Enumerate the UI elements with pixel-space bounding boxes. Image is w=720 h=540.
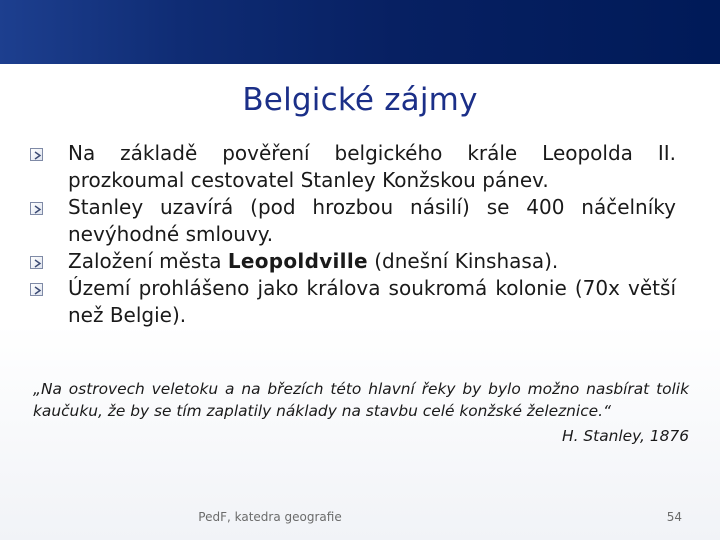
arrow-bullet-icon xyxy=(30,256,43,269)
slide-title: Belgické zájmy xyxy=(242,82,478,118)
bullet-item xyxy=(30,248,676,275)
bullet-text-before: Založení města xyxy=(68,249,228,273)
arrow-bullet-icon xyxy=(30,148,43,161)
page-number: 54 xyxy=(666,510,682,524)
header-bar xyxy=(0,0,720,64)
quote-author: H. Stanley, 1876 xyxy=(562,427,689,445)
footer-department: PedF, katedra geografie xyxy=(198,510,342,524)
bullet-item xyxy=(30,275,676,329)
quote-block xyxy=(33,378,689,447)
bullet-text: Na základě pověření belgického krále Leopolda II. prozkoumal cestovatel Stanley Konžskou pánev. xyxy=(68,141,676,192)
bullet-item xyxy=(30,140,676,194)
arrow-bullet-icon xyxy=(30,202,43,215)
bullet-text: Území prohlášeno jako králova soukromá kolonie (70x větší než Belgie). xyxy=(68,276,676,327)
bullet-item xyxy=(30,194,676,248)
bullet-text: Stanley uzavírá (pod hrozbou násilí) se 400 náčelníky nevýhodné smlouvy. xyxy=(68,195,676,246)
bullet-text-after: (dnešní Kinshasa). xyxy=(367,249,559,273)
quote-text: „Na ostrovech veletoku a na březích této hlavní řeky by bylo možno nasbírat tolik kaučuku, že by se tím zaplatily náklady na stavbu celé konžské železnice.“ xyxy=(33,380,689,420)
arrow-bullet-icon xyxy=(30,283,43,296)
bullet-list xyxy=(30,140,676,329)
city-name-emphasis: Leopoldville xyxy=(227,249,368,273)
